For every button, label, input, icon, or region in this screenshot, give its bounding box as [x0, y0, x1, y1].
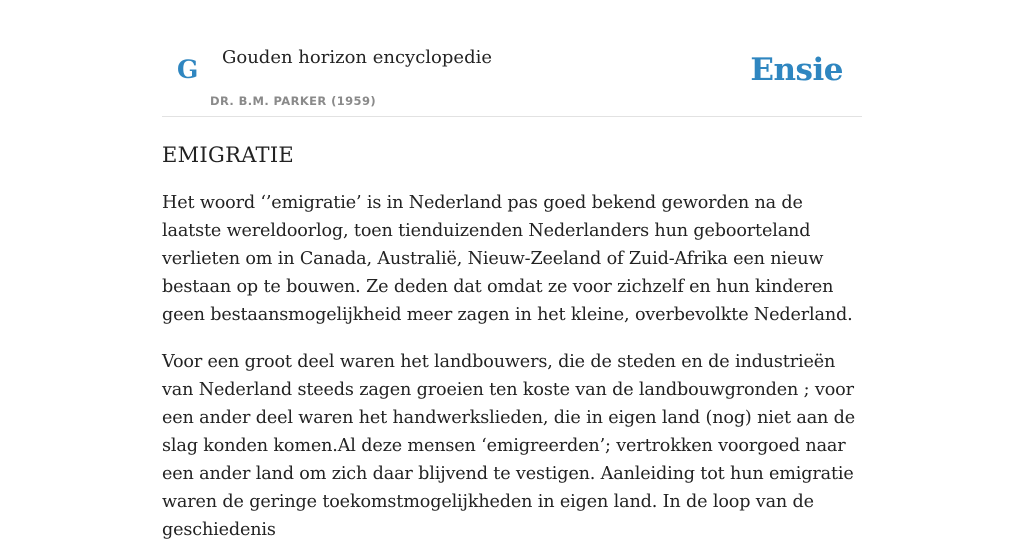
header [162, 0, 862, 117]
article [162, 138, 866, 544]
book-logo[interactable]: G [177, 55, 199, 84]
article-paragraph: Het woord ‘’emigratie’ is in Nederland pas goed bekend geworden na de laatste wereldoorlog, toen tienduizenden Nederlanders hun geboorteland verlieten om in Canada, Australië, Nieuw-Zeeland of Zuid-Afrika een nieuw bestaan op te bouwen. Ze deden dat omdat ze voor zichzelf en hun kinderen geen bestaansmogelijkheid meer zagen in het kleine, overbevolkte Nederland. [162, 193, 853, 325]
book-author: DR. B.M. PARKER (1959) [210, 94, 377, 108]
article-paragraph: Voor een groot deel waren het landbouwers, die de steden en de industrieën van Nederland steeds zagen groeien ten koste van de landbouwgronden ; voor een ander deel waren het handwerkslieden, die in eigen land (nog) niet aan de slag konden komen.Al deze mensen ‘emigreerden’; vertrokken voorgoed naar een ander land om zich daar blijvend te vestigen. Aanleiding tot hun emigratie waren de geringe toekomstmogelijkheden in eigen land. In de loop van de geschiedenis [162, 352, 856, 540]
book-title[interactable]: Gouden horizon encyclopedie [222, 47, 492, 68]
brand-logo[interactable]: Ensie [750, 52, 843, 88]
article-title: EMIGRATIE [162, 143, 295, 167]
